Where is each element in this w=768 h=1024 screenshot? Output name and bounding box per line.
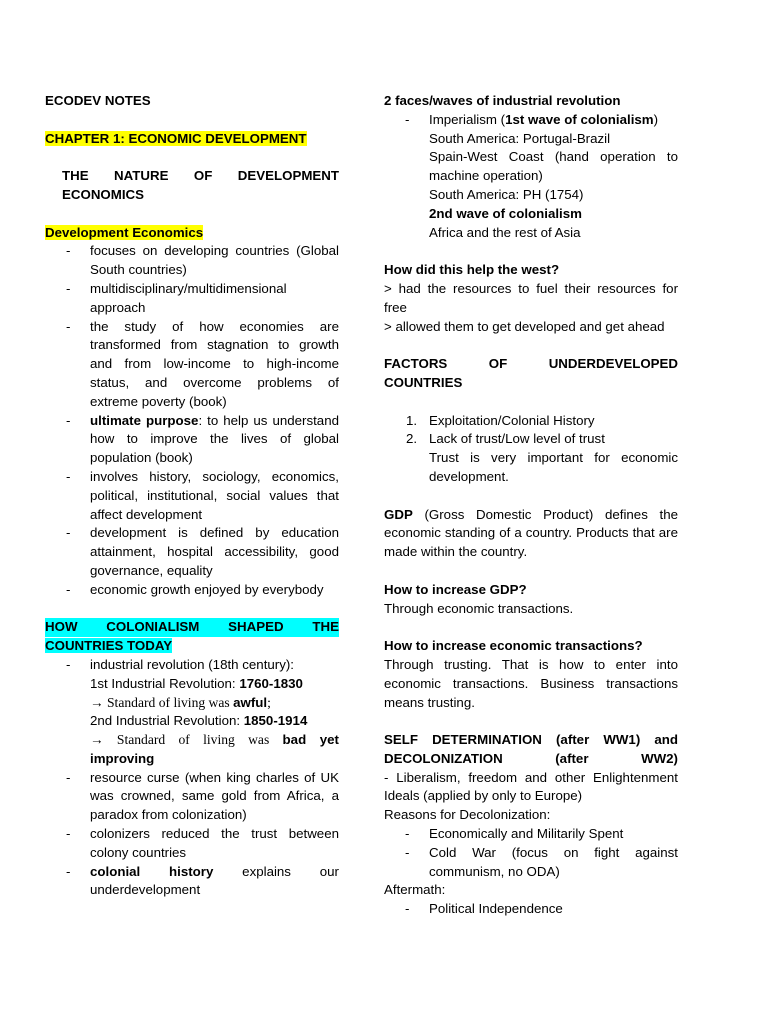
list-item: - development is defined by education attainment, hospital accessibility, good governance, equality bbox=[45, 524, 339, 580]
factors-list bbox=[384, 412, 678, 450]
faces-list bbox=[384, 111, 678, 243]
second-wave: 2nd wave of colonialism bbox=[429, 205, 582, 221]
list-item: 1. Exploitation/Colonial History bbox=[406, 412, 595, 428]
ir-item: - industrial revolution (18th century): bbox=[90, 656, 294, 672]
list-item: - focuses on developing countries (Global South countries) bbox=[45, 242, 339, 280]
faces-heading: 2 faces/waves of industrial revolution bbox=[384, 93, 621, 108]
chapter-heading: CHAPTER 1: ECONOMIC DEVELOPMENT bbox=[45, 130, 307, 146]
list-item bbox=[45, 412, 339, 468]
list-item: - involves history, sociology, economics, political, institutional, social values that affect development bbox=[45, 468, 339, 524]
inc-gdp-question: How to increase GDP? bbox=[384, 581, 527, 597]
colonialism-heading-line2: COUNTRIES TODAY bbox=[45, 638, 173, 654]
left-column bbox=[45, 92, 339, 900]
trust-note: Trust is very important for economic development. bbox=[429, 450, 678, 484]
list-item: - multidisciplinary/multidimensional approach bbox=[45, 280, 339, 318]
list-item bbox=[45, 863, 339, 901]
inc-trans-question: How to increase economic transactions? bbox=[384, 638, 643, 654]
factors-heading-line1: FACTORS OF UNDERDEVELOPED bbox=[384, 356, 678, 372]
colonialism-heading-line1: HOW COLONIALISM SHAPED THE bbox=[45, 619, 339, 635]
list-item: - the study of how economies are transformed from stagnation to growth and from low-income to high-income status, and overcome problems of extreme poverty (book) bbox=[45, 318, 339, 412]
ir2-line: 2nd Industrial Revolution: 1850-1914 bbox=[90, 713, 308, 729]
aftermath-heading: Aftermath: bbox=[384, 882, 446, 898]
spain-west: Spain-West Coast (hand operation to machine operation) bbox=[429, 149, 678, 184]
ir2-sol-line: → Standard of living was bad yet improving bbox=[90, 732, 339, 766]
ultimate-purpose-label: ultimate purpose bbox=[90, 412, 199, 428]
ir1-line: 1st Industrial Revolution: 1760-1830 bbox=[90, 675, 303, 691]
factors-heading-line2: COUNTRIES bbox=[384, 374, 463, 390]
nature-heading bbox=[45, 167, 339, 205]
imperialism-line: - Imperialism (1st wave of colonialism) bbox=[429, 111, 659, 127]
right-column bbox=[384, 92, 678, 919]
dev-econ-list bbox=[45, 242, 339, 599]
list-item bbox=[384, 111, 678, 243]
help-west-answer-2: > allowed them to get developed and get ahead bbox=[384, 318, 665, 334]
list-item: - resource curse (when king charles of UK was crowned, same gold from Africa, a paradox from colonization) bbox=[45, 769, 339, 825]
ultimate-purpose-text: : to help us understand how to improve the lives of global population (book) bbox=[90, 412, 339, 466]
africa-asia: Africa and the rest of Asia bbox=[429, 224, 581, 240]
list-item bbox=[45, 656, 339, 769]
list-item: - Cold War (focus on fight against communism, no ODA) bbox=[384, 844, 678, 882]
list-item: - Political Independence bbox=[384, 900, 678, 919]
liberalism-line: - Liberalism, freedom and other Enlightenment Ideals (applied by only to Europe) bbox=[384, 769, 678, 804]
list-item: - Economically and Militarily Spent bbox=[384, 825, 678, 844]
doc-title: ECODEV NOTES bbox=[45, 93, 151, 108]
colonial-history-text: explains our underdevelopment bbox=[90, 863, 339, 898]
colonialism-list bbox=[45, 656, 339, 900]
sa-portugal: South America: Portugal-Brazil bbox=[429, 130, 611, 146]
help-west-question: How did this help the west? bbox=[384, 262, 560, 278]
ir1-sol-line: → Standard of living was awful; bbox=[90, 694, 271, 710]
colonial-history-label: colonial history bbox=[90, 863, 214, 879]
list-item: 2. Lack of trust/Low level of trust bbox=[406, 431, 605, 447]
selfdet-heading: SELF DETERMINATION (after WW1) and DECOLONIZATION (after WW2) bbox=[384, 732, 678, 766]
reasons-heading: Reasons for Decolonization: bbox=[384, 807, 551, 823]
colonialism-heading bbox=[45, 618, 339, 637]
nature-heading-line2: ECONOMICS bbox=[62, 186, 145, 202]
inc-gdp-answer: Through economic transactions. bbox=[384, 600, 574, 616]
sa-ph: South America: PH (1754) bbox=[429, 186, 584, 202]
gdp-definition: GDP (Gross Domestic Product) defines the economic standing of a country. Products that are made within the country. bbox=[384, 506, 678, 560]
list-item: - economic growth enjoyed by everybody bbox=[45, 581, 339, 600]
inc-trans-answer: Through trusting. That is how to enter into economic transactions. Business transactions means trusting. bbox=[384, 656, 678, 710]
aftermath-list bbox=[384, 900, 678, 919]
list-item: - colonizers reduced the trust between colony countries bbox=[45, 825, 339, 863]
nature-heading-line1: THE NATURE OF DEVELOPMENT bbox=[62, 168, 339, 184]
reasons-list bbox=[384, 825, 678, 881]
dev-econ-heading: Development Economics bbox=[45, 224, 204, 240]
help-west-answer-1: > had the resources to fuel their resources for free bbox=[384, 280, 678, 315]
